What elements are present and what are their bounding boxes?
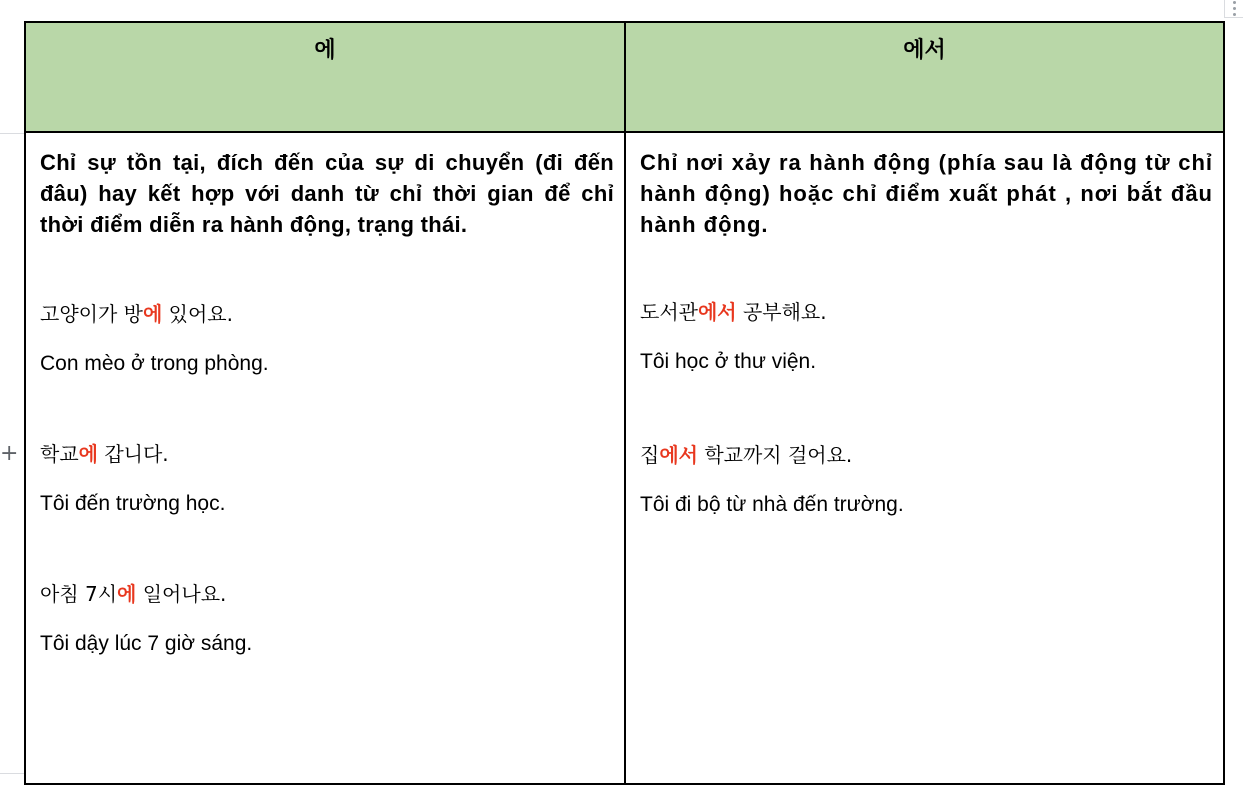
right-description: Chỉ nơi xảy ra hành động (phía sau là động từ chỉ hành động) hoặc chỉ điểm xuất phát , nơi bắt đầu hành động.: [640, 150, 1213, 237]
row-guide-top: [0, 133, 24, 134]
particle-highlight: 에: [78, 442, 98, 466]
comparison-table: [24, 21, 1225, 785]
header-right-label: 에서: [903, 38, 946, 63]
particle-highlight: 에서: [659, 443, 698, 467]
cell-left[interactable]: [25, 132, 625, 784]
right-example-1-vietnamese: Tôi học ở thư viện.: [640, 350, 817, 373]
left-example-1-vietnamese: Con mèo ở trong phòng.: [40, 352, 269, 375]
right-example-2-korean: 집에서 학교까지 걸어요.: [640, 443, 853, 467]
right-example-2-vietnamese: Tôi đi bộ từ nhà đến trường.: [640, 493, 904, 516]
right-example-1-korean: 도서관에서 공부해요.: [640, 300, 827, 324]
header-cell-left[interactable]: [25, 22, 625, 132]
table-row: [25, 132, 1224, 784]
particle-highlight: 에서: [697, 300, 737, 324]
table-header-row: [25, 22, 1224, 132]
left-example-3-vietnamese: Tôi dậy lúc 7 giờ sáng.: [40, 632, 253, 655]
row-guide-bottom: [0, 773, 24, 774]
header-left-label: 에: [314, 38, 336, 63]
more-vertical-icon[interactable]: [1224, 0, 1243, 18]
plus-icon[interactable]: +: [0, 441, 19, 466]
particle-highlight: 에: [117, 582, 137, 606]
left-description: Chỉ sự tồn tại, đích đến của sự di chuyển (đi đến đâu) hay kết hợp với danh từ chỉ thời gian để chỉ thời điểm diễn ra hành động, trạng thái.: [40, 150, 614, 237]
header-cell-right[interactable]: [625, 22, 1224, 132]
left-example-3-korean: 아침 7시에 일어나요.: [40, 582, 227, 606]
cell-right[interactable]: [625, 132, 1224, 784]
left-example-2-vietnamese: Tôi đến trường học.: [40, 492, 226, 515]
left-example-1-korean: 고양이가 방에 있어요.: [40, 302, 233, 326]
left-example-2-korean: 학교에 갑니다.: [40, 442, 169, 466]
particle-highlight: 에: [142, 302, 163, 326]
